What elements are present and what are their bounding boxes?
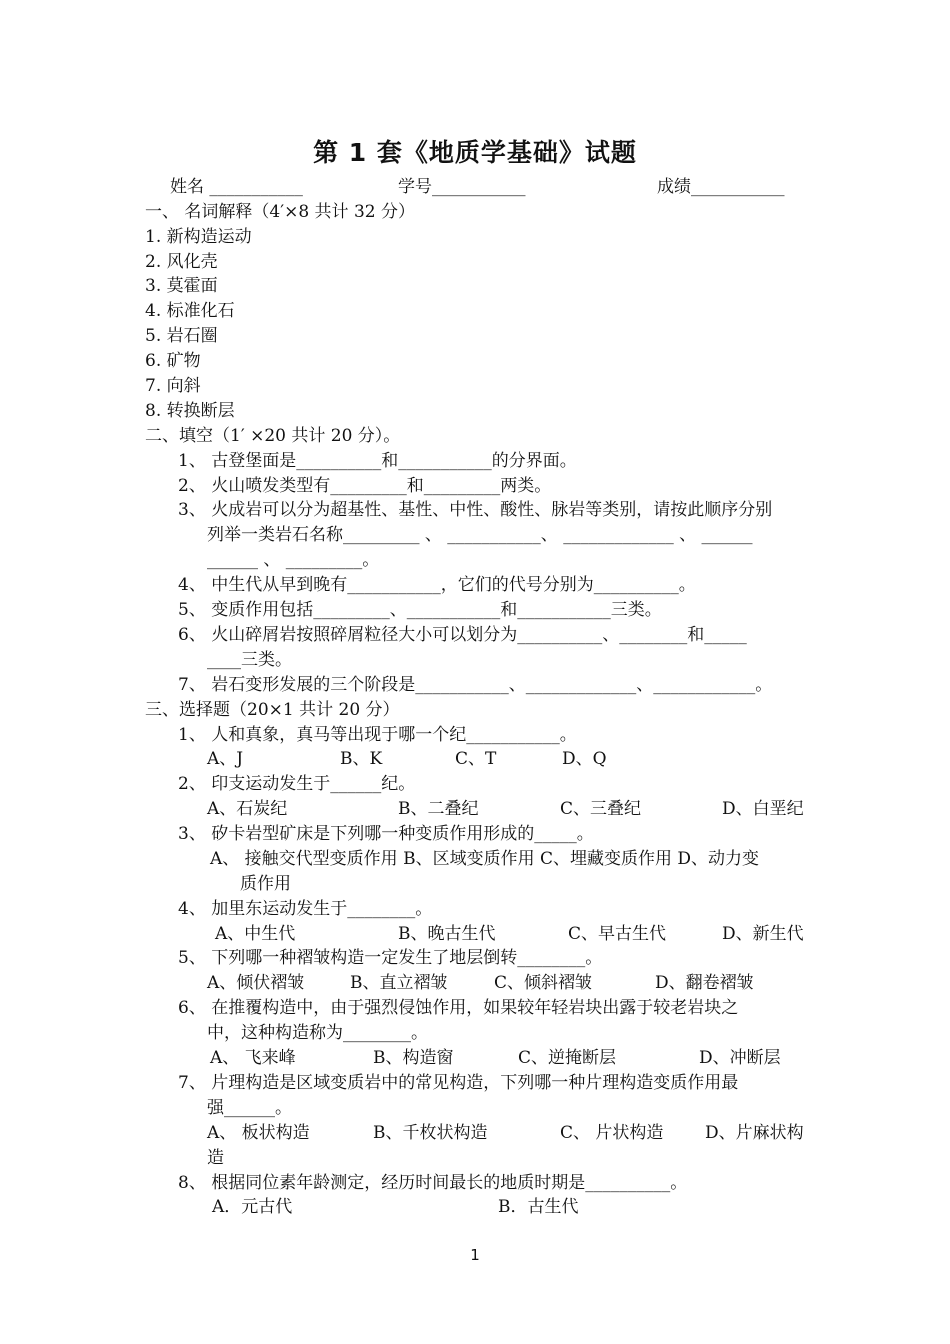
option: A、石炭纪 [207, 799, 288, 819]
option: C、 片状构造 [560, 1123, 664, 1143]
option: D、片麻状构 [705, 1123, 804, 1143]
term-item: 5. 岩石圈 [145, 326, 218, 346]
choice-question-cont: 中，这种构造称为________。 [207, 1023, 428, 1043]
page-number: 1 [470, 1246, 480, 1264]
choice-options-cont: 造 [207, 1148, 224, 1168]
choice-options: A、 接触交代型变质作用 B、区域变质作用 C、埋藏变质作用 D、动力变 [210, 849, 760, 869]
fill-question-cont: ____三类。 [207, 650, 292, 670]
option: B、K [340, 749, 383, 769]
fill-question-cont: 列举一类岩石名称_________ 、 ___________、 _____________ 、 ______ [207, 525, 753, 545]
choice-question-cont: 强______。 [207, 1098, 292, 1118]
term-item: 2. 风化壳 [145, 252, 218, 272]
option: A、J [207, 749, 244, 769]
choice-options [0, 748, 950, 770]
option: A、 板状构造 [207, 1123, 310, 1143]
choice-question: 7、 片理构造是区域变质岩中的常见构造，下列哪一种片理构造变质作用最 [178, 1073, 739, 1093]
choice-question: 8、 根据同位素年龄测定，经历时间最长的地质时期是__________。 [178, 1173, 688, 1193]
option: A、倾伏褶皱 [207, 973, 305, 993]
option: B、直立褶皱 [350, 973, 448, 993]
score-field: 成绩___________ [657, 177, 785, 197]
choice-question: 3、 矽卡岩型矿床是下列哪一种变质作用形成的_____。 [178, 824, 594, 844]
choice-options [0, 1196, 950, 1218]
section3-heading: 三、选择题（20×1 共计 20 分） [145, 700, 400, 720]
term-item: 1. 新构造运动 [145, 227, 252, 247]
option: A、 飞来峰 [210, 1048, 296, 1068]
name-field: 姓名 ___________ [170, 177, 303, 197]
id-field: 学号___________ [398, 177, 526, 197]
option: C、T [455, 749, 497, 769]
option: B、二叠纪 [398, 799, 479, 819]
option: D、冲断层 [699, 1048, 781, 1068]
term-item: 4. 标准化石 [145, 301, 235, 321]
choice-options [0, 1122, 950, 1144]
term-item: 8. 转换断层 [145, 401, 235, 421]
choice-question: 2、 印支运动发生于______纪。 [178, 774, 416, 794]
fill-question: 3、 火成岩可以分为超基性、基性、中性、酸性、脉岩等类别，请按此顺序分别 [178, 500, 773, 520]
fill-question: 5、 变质作用包括_________、___________和___________三类。 [178, 600, 662, 620]
option: D、白垩纪 [722, 799, 804, 819]
choice-options [0, 1047, 950, 1069]
choice-options-cont: 质作用 [240, 874, 291, 894]
choice-options [0, 798, 950, 820]
option: B、构造窗 [373, 1048, 454, 1068]
option: B、晚古生代 [398, 924, 496, 944]
option: A、中生代 [215, 924, 296, 944]
option: B．古生代 [498, 1197, 579, 1217]
term-item: 6. 矿物 [145, 351, 201, 371]
exam-title: 第 1 套《地质学基础》试题 [313, 138, 637, 167]
choice-options [0, 972, 950, 994]
fill-question: 4、 中生代从早到晚有___________，它们的代号分别为__________。 [178, 575, 696, 595]
option: C、倾斜褶皱 [494, 973, 593, 993]
choice-question: 1、 人和真象，真马等出现于哪一个纪___________。 [178, 725, 577, 745]
fill-question: 7、 岩石变形发展的三个阶段是___________、_____________、____________。 [178, 675, 773, 695]
term-item: 7. 向斜 [145, 376, 201, 396]
choice-question: 4、 加里东运动发生于________。 [178, 899, 433, 919]
choice-question: 5、 下列哪一种褶皱构造一定发生了地层倒转________。 [178, 948, 603, 968]
option: C、逆掩断层 [518, 1048, 617, 1068]
student-info-row [0, 176, 950, 198]
fill-question: 2、 火山喷发类型有_________和_________两类。 [178, 476, 552, 496]
option: B、千枚状构造 [373, 1123, 488, 1143]
option: C、早古生代 [568, 924, 667, 944]
term-item: 3. 莫霍面 [145, 276, 218, 296]
section2-heading: 二、填空（1′ ×20 共计 20 分）。 [145, 426, 401, 446]
section1-heading: 一、 名词解释（4′×8 共计 32 分） [145, 202, 415, 222]
choice-question: 6、 在推覆构造中，由于强烈侵蚀作用，如果较年轻岩块出露于较老岩块之 [178, 998, 739, 1018]
fill-question: 6、 火山碎屑岩按照碎屑粒径大小可以划分为__________、________和_____ [178, 625, 747, 645]
choice-options [0, 923, 950, 945]
option: C、三叠纪 [560, 799, 642, 819]
option: D、新生代 [722, 924, 804, 944]
option: D、Q [562, 749, 607, 769]
option: A．元古代 [212, 1197, 293, 1217]
fill-question-cont: ______ 、 _________。 [207, 550, 380, 570]
fill-question: 1、 古登堡面是__________和___________的分界面。 [178, 451, 577, 471]
option: D、翻卷褶皱 [655, 973, 754, 993]
